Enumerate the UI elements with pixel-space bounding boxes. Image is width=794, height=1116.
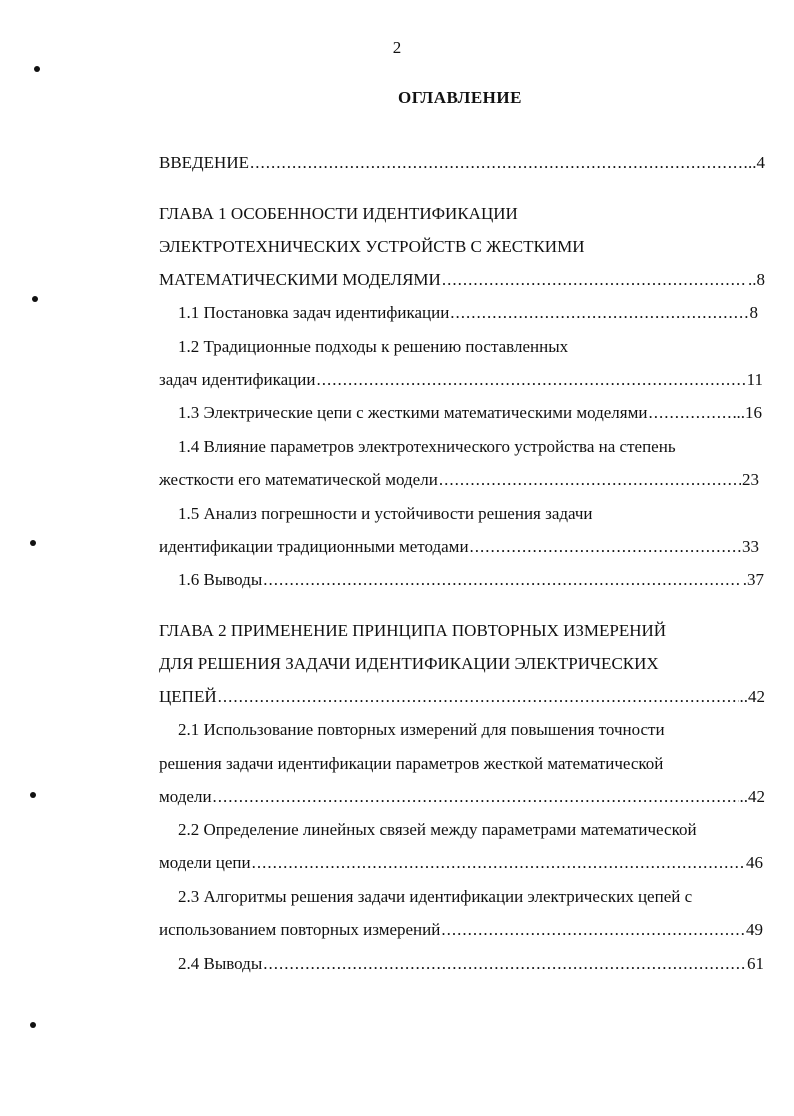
toc-title: ОГЛАВЛЕНИЕ — [398, 88, 522, 107]
toc-label: идентификации традиционными методами — [159, 537, 469, 556]
toc-page: 11 — [746, 370, 763, 389]
toc-page: ..4 — [748, 153, 765, 172]
toc-page: .37 — [742, 570, 764, 589]
dot-leader — [252, 852, 745, 874]
dot-leader — [263, 953, 746, 975]
toc-entry-2-3[interactable] — [159, 919, 763, 941]
dot-leader — [263, 569, 741, 591]
toc-entry-2-4[interactable] — [178, 953, 764, 975]
toc-page: 8 — [749, 303, 758, 322]
dot-leader — [213, 786, 739, 808]
toc-page: 33 — [742, 537, 759, 556]
toc-label: модели — [159, 787, 212, 806]
toc-label: 1.1 Постановка задач идентификации — [178, 303, 450, 322]
dot-leader — [250, 152, 747, 174]
toc-page: 61 — [747, 954, 764, 973]
section-2-1-line1: 2.1 Использование повторных измерений для повышения точности — [178, 720, 665, 739]
section-1-4-line1: 1.4 Влияние параметров электротехнического устройства на степень — [178, 437, 676, 456]
binder-hole-mark — [30, 792, 36, 798]
toc-page: ..8 — [748, 270, 765, 289]
toc-label: жесткости его математической модели — [159, 470, 438, 489]
chapter1-heading-line1: ГЛАВА 1 ОСОБЕННОСТИ ИДЕНТИФИКАЦИИ — [159, 204, 518, 223]
toc-label: 1.6 Выводы — [178, 570, 263, 589]
toc-page: 49 — [746, 920, 763, 939]
dot-leader — [218, 686, 739, 708]
toc-page: 46 — [746, 853, 763, 872]
dot-leader — [450, 302, 748, 324]
toc-label: задач идентификации — [159, 370, 316, 389]
toc-label: МАТЕМАТИЧЕСКИМИ МОДЕЛЯМИ — [159, 270, 441, 289]
toc-page: ..16 — [736, 403, 762, 422]
page-number: 2 — [392, 38, 402, 57]
toc-label: 2.4 Выводы — [178, 954, 263, 973]
toc-entry-chapter1[interactable] — [159, 269, 765, 291]
dot-leader — [439, 469, 741, 491]
dot-leader — [648, 402, 735, 424]
dot-leader — [442, 269, 747, 291]
toc-entry-chapter2[interactable] — [159, 686, 765, 708]
chapter1-heading-line2: ЭЛЕКТРОТЕХНИЧЕСКИХ УСТРОЙСТВ С ЖЕСТКИМИ — [159, 237, 585, 256]
toc-label: использованием повторных измерений — [159, 920, 441, 939]
toc-entry-2-2[interactable] — [159, 852, 763, 874]
section-2-1-line2: решения задачи идентификации параметров жесткой математической — [159, 754, 664, 773]
toc-entry-1-1[interactable] — [178, 302, 758, 324]
toc-page: ..42 — [739, 787, 765, 806]
section-1-5-line1: 1.5 Анализ погрешности и устойчивости решения задачи — [178, 504, 593, 523]
chapter2-heading-line1: ГЛАВА 2 ПРИМЕНЕНИЕ ПРИНЦИПА ПОВТОРНЫХ ИЗМЕРЕНИЙ — [159, 621, 667, 640]
toc-entry-1-3[interactable] — [178, 402, 762, 424]
toc-entry-1-5[interactable] — [159, 536, 759, 558]
dot-leader — [470, 536, 741, 558]
toc-entry-intro[interactable] — [159, 152, 765, 174]
toc-entry-2-1[interactable] — [159, 786, 765, 808]
toc-entry-1-4[interactable] — [159, 469, 759, 491]
toc-label: модели цепи — [159, 853, 251, 872]
dot-leader — [441, 919, 745, 941]
dot-leader — [316, 369, 745, 391]
chapter2-heading-line2: ДЛЯ РЕШЕНИЯ ЗАДАЧИ ИДЕНТИФИКАЦИИ ЭЛЕКТРИЧЕСКИХ — [159, 654, 659, 673]
section-2-2-line1: 2.2 Определение линейных связей между параметрами математической — [178, 820, 697, 839]
toc-label: ВВЕДЕНИЕ — [159, 153, 249, 172]
toc-page: ..42 — [739, 687, 765, 706]
binder-hole-mark — [34, 66, 40, 72]
binder-hole-mark — [32, 296, 38, 302]
binder-hole-mark — [30, 1022, 36, 1028]
binder-hole-mark — [30, 540, 36, 546]
section-1-2-line1: 1.2 Традиционные подходы к решению поставленных — [178, 337, 569, 356]
toc-page: 23 — [742, 470, 759, 489]
toc-label: 1.3 Электрические цепи с жесткими математическими моделями — [178, 403, 648, 422]
toc-label: ЦЕПЕЙ — [159, 687, 217, 706]
toc-entry-1-6[interactable] — [178, 569, 764, 591]
toc-entry-1-2[interactable] — [159, 369, 763, 391]
section-2-3-line1: 2.3 Алгоритмы решения задачи идентификации электрических цепей с — [178, 887, 693, 906]
